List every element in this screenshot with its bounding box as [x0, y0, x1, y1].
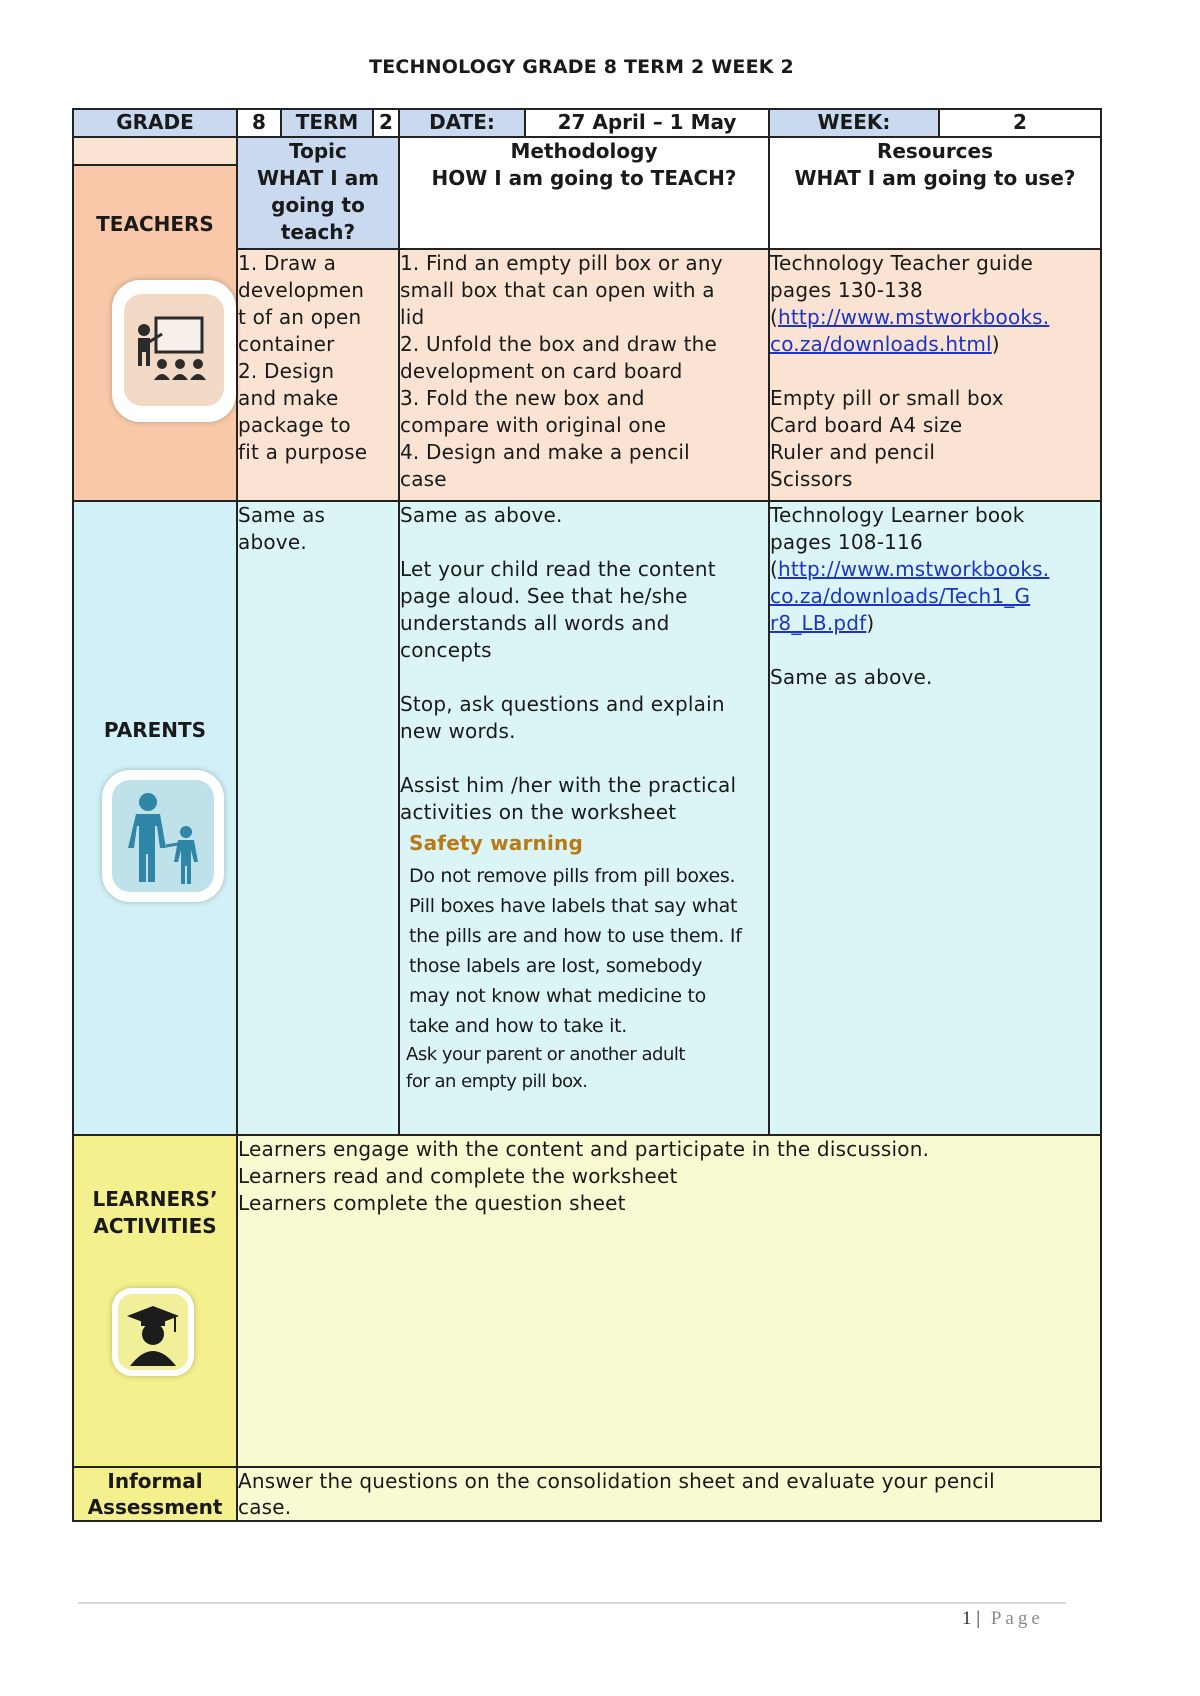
ask-line: Ask your parent or another adult	[406, 1044, 685, 1065]
teachers-label: TEACHERS	[96, 212, 214, 236]
grade-label: GRADE	[73, 109, 237, 137]
assessment-label-line: Assessment	[87, 1495, 223, 1519]
document-title: TECHNOLOGY GRADE 8 TERM 2 WEEK 2	[369, 56, 794, 78]
topic-heading-line: teach?	[280, 220, 356, 244]
topic-line: and make	[238, 386, 339, 411]
method-line: 4. Design and make a pencil	[400, 440, 690, 465]
paren: )	[991, 332, 1000, 357]
topic-line: above.	[238, 530, 307, 554]
ask-line: for an empty pill box.	[406, 1071, 588, 1092]
warning-line: the pills are and how to use them. If	[409, 925, 742, 947]
method-line: activities on the worksheet	[400, 800, 677, 824]
week-value: 2	[939, 109, 1101, 137]
graduate-icon	[112, 1288, 194, 1376]
page-number-value: 1	[962, 1608, 972, 1629]
topic-line: developmen	[238, 278, 365, 303]
resource-line: pages 130-138	[770, 278, 923, 303]
warning-line: take and how to take it.	[409, 1015, 628, 1037]
warning-line: those labels are lost, somebody	[409, 955, 703, 977]
topic-heading-line: WHAT I am	[256, 166, 380, 190]
warning-line: may not know what medicine to	[409, 985, 706, 1007]
topic-line: 2. Design	[238, 359, 335, 384]
resources-column-header	[769, 137, 1101, 249]
parents-row	[73, 501, 1101, 1135]
method-line: case	[400, 467, 447, 492]
parents-resources	[769, 501, 1101, 1135]
term-value: 2	[373, 109, 399, 137]
paren: (	[770, 557, 779, 581]
learners-label-cell	[73, 1135, 237, 1467]
resource-line: Same as above.	[770, 665, 933, 689]
method-line: Let your child read the content	[400, 557, 716, 581]
header-row	[73, 109, 1101, 137]
method-line: understands all words and	[400, 611, 670, 635]
learners-label-line: ACTIVITIES	[93, 1214, 217, 1238]
methodology-column-header	[399, 137, 769, 249]
assessment-label: Informal	[107, 1469, 203, 1493]
date-label: DATE:	[399, 109, 525, 137]
topic-heading: Topic	[289, 139, 347, 163]
term-label: TERM	[281, 109, 373, 137]
learners-row	[73, 1135, 1101, 1467]
topic-column-header	[237, 137, 399, 249]
topic-line: Same as	[238, 503, 326, 527]
method-line: 1. Find an empty pill box or any	[400, 251, 723, 276]
activity-line: Learners engage with the content and participate in the discussion.	[238, 1137, 930, 1161]
method-line: lid	[400, 305, 425, 330]
learner-book-link[interactable]: http://www.mstworkbooks.	[778, 557, 1050, 581]
parent-child-icon	[102, 770, 224, 902]
topic-line: fit a purpose	[238, 440, 368, 465]
learners-activities	[237, 1135, 1101, 1467]
safety-warning-title: Safety warning	[409, 831, 584, 855]
method-line: page aloud. See that he/she	[400, 584, 688, 608]
parents-topic	[237, 501, 399, 1135]
paren: (	[770, 305, 779, 330]
topic-line: container	[238, 332, 335, 357]
teachers-resources	[769, 249, 1101, 501]
methodology-heading: Methodology	[510, 139, 658, 163]
method-line: small box that can open with a	[400, 278, 715, 303]
method-line: compare with original one	[400, 413, 667, 438]
resource-item: Ruler and pencil	[770, 440, 936, 465]
method-line: 2. Unfold the box and draw the	[400, 332, 718, 357]
page-number	[962, 1608, 1044, 1630]
teachers-topic	[237, 249, 399, 501]
warning-line: Pill boxes have labels that say what	[409, 895, 738, 917]
teachers-label-cell	[73, 137, 237, 501]
methodology-heading-line: HOW I am going to TEACH?	[431, 166, 737, 190]
resource-item: Empty pill or small box	[770, 386, 1004, 411]
topic-line: package to	[238, 413, 351, 438]
assessment-line: Answer the questions on the consolidation sheet and evaluate your pencil	[238, 1469, 995, 1493]
parents-label-cell	[73, 501, 237, 1135]
resources-heading: Resources	[876, 139, 994, 163]
method-line: development on card board	[400, 359, 683, 384]
resource-line: pages 108-116	[770, 530, 923, 554]
page-word: Page	[990, 1608, 1044, 1629]
page-separator: |	[976, 1608, 981, 1629]
resource-item: Scissors	[770, 467, 853, 492]
teacher-guide-link[interactable]: http://www.mstworkbooks.	[778, 305, 1050, 330]
resource-item: Card board A4 size	[770, 413, 963, 438]
footer-divider	[78, 1602, 1066, 1604]
parents-methodology	[399, 501, 769, 1135]
activity-line: Learners complete the question sheet	[238, 1191, 626, 1215]
learners-label: LEARNERS’	[92, 1187, 218, 1211]
activity-line: Learners read and complete the worksheet	[238, 1164, 678, 1188]
method-line: concepts	[400, 638, 492, 662]
topic-line: 1. Draw a	[238, 251, 337, 276]
learner-book-link-end[interactable]: r8_LB.pdf	[770, 611, 867, 635]
learner-book-link-cont[interactable]: co.za/downloads/Tech1_G	[770, 584, 1031, 608]
teachers-methodology	[399, 249, 769, 501]
date-value: 27 April – 1 May	[525, 109, 769, 137]
assessment-label-cell	[73, 1467, 237, 1521]
teacher-guide-link-cont[interactable]: co.za/downloads.html	[770, 332, 992, 357]
week-label: WEEK:	[769, 109, 939, 137]
method-line: Same as above.	[400, 503, 563, 527]
method-line: Stop, ask questions and explain	[400, 692, 725, 716]
resource-line: Technology Teacher guide	[770, 251, 1034, 276]
method-line: 3. Fold the new box and	[400, 386, 645, 411]
topic-line: t of an open	[238, 305, 362, 330]
lesson-plan-table	[72, 108, 1102, 1522]
method-line: new words.	[400, 719, 516, 743]
assessment-row	[73, 1467, 1101, 1521]
resource-line: Technology Learner book	[770, 503, 1025, 527]
parents-label: PARENTS	[103, 718, 207, 742]
resources-heading-line: WHAT I am going to use?	[794, 166, 1076, 190]
assessment-line: case.	[238, 1495, 292, 1519]
teacher-icon	[112, 280, 236, 422]
teachers-heading-row	[73, 137, 1101, 249]
topic-heading-line: going to	[271, 193, 365, 217]
warning-line: Do not remove pills from pill boxes.	[409, 865, 736, 887]
method-line: Assist him /her with the practical	[400, 773, 737, 797]
grade-value: 8	[237, 109, 281, 137]
assessment-text	[237, 1467, 1101, 1521]
paren: )	[866, 611, 875, 635]
